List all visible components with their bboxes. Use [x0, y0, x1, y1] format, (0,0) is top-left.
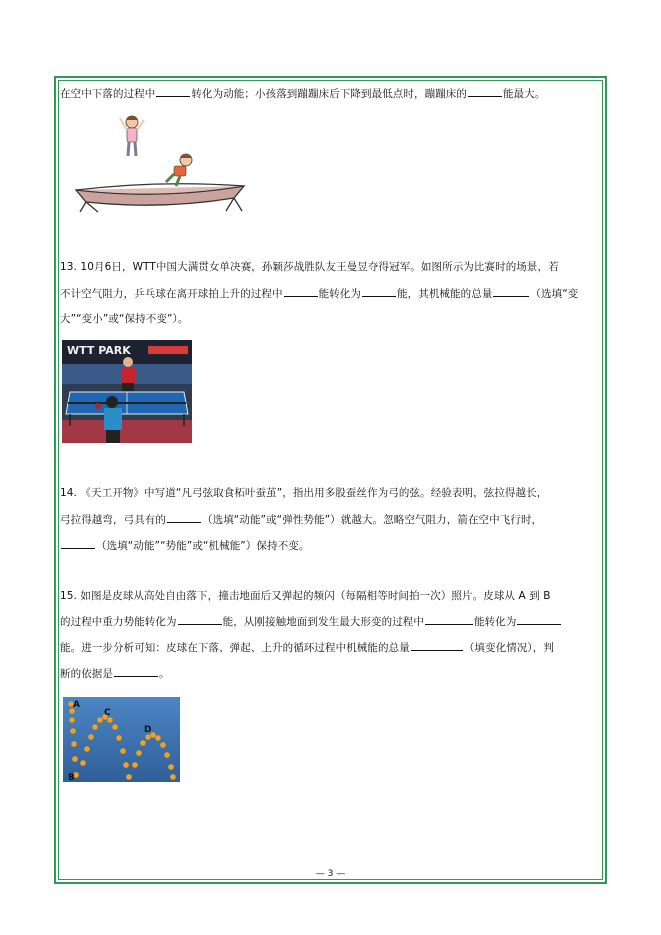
answer-blank[interactable] [493, 286, 529, 297]
q14-line3: （选填“动能”“势能”或“机械能”）保持不变。 [60, 538, 605, 553]
q12-line1: 在空中下落的过程中 转化为动能；小孩落到蹦蹦床后下降到最低点时，蹦蹦床的 能最大。 [60, 88, 546, 100]
q13-line3: 大”“变小”或“保持不变”）。 [60, 313, 189, 325]
answer-blank[interactable] [156, 86, 190, 97]
q14-line1: 14. 《天工开物》中写道“凡弓弦取食柘叶蚕茧”，指出用多股蚕丝作为弓的弦。经验表明，弦拉得越长， [60, 487, 548, 499]
q15-line2: 的过程中重力势能转化为 能，从刚接触地面到发生最大形变的过程中 能转化为 [60, 614, 605, 629]
answer-blank[interactable] [167, 512, 201, 523]
q13-line1: 13. 10月6日，WTT中国大满贯女单决赛，孙颖莎战胜队友王曼昱夺得冠军。如图所示为比赛时的场景，若 [60, 261, 559, 273]
point-label-c: C [104, 708, 111, 718]
answer-blank[interactable] [517, 614, 561, 625]
q15-line3: 能。进一步分析可知：皮球在下落、弹起、上升的循环过程中机械能的总量 （填变化情况），判 [60, 642, 554, 654]
answer-blank[interactable] [178, 614, 222, 625]
trampoline-figure [70, 112, 250, 214]
q13-line2: 不计空气阻力，乒乓球在离开球拍上升的过程中 能转化为 能，其机械能的总量 （选填“变 [60, 288, 579, 300]
banner-logo: WTT PARK [67, 344, 131, 357]
answer-blank[interactable] [362, 286, 396, 297]
page-number: — 3 — [315, 869, 346, 879]
q15-line4: 断的依据是 。 [60, 668, 170, 680]
answer-blank[interactable] [61, 538, 95, 549]
q15-line1: 15. 如图是皮球从高处自由落下，撞击地面后又弹起的频闪（每隔相等时间拍一次）照片。皮球从 A 到 B [60, 590, 551, 602]
bouncing-ball-photo [63, 697, 180, 782]
table-tennis-photo [62, 340, 192, 443]
answer-blank[interactable] [425, 614, 473, 625]
point-label-a: A [73, 700, 80, 710]
answer-blank[interactable] [411, 640, 463, 651]
answer-blank[interactable] [114, 666, 158, 677]
q14-line2: 弓拉得越弯，弓具有的 （选填“动能”或“弹性势能”）就越大。忽略空气阻力，箭在空中飞行时， [60, 514, 543, 526]
answer-blank[interactable] [468, 86, 502, 97]
answer-blank[interactable] [284, 286, 318, 297]
point-label-d: D [144, 725, 152, 735]
point-label-b: B [68, 773, 75, 782]
